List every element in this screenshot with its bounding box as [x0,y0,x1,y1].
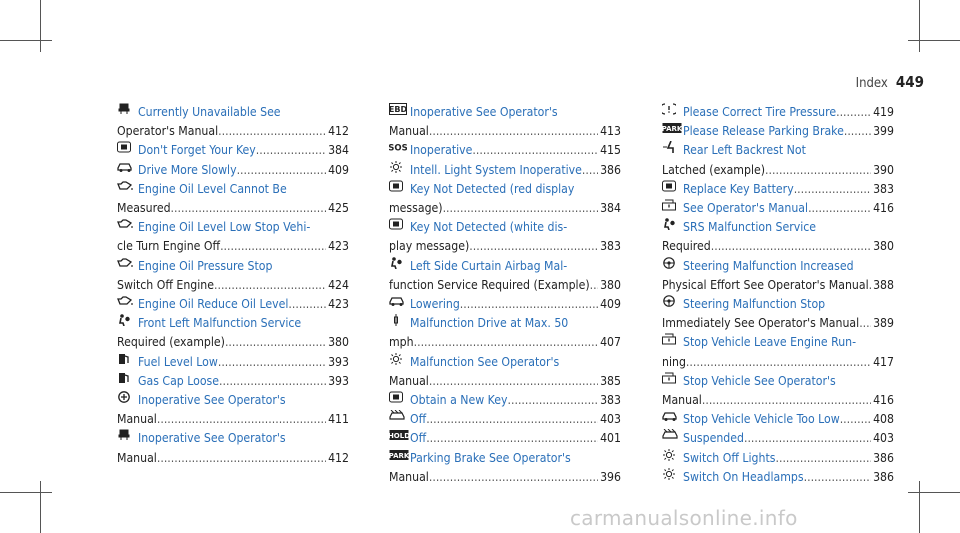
key-icon [662,180,676,192]
index-entry-line [662,314,894,333]
sos-icon [389,141,407,154]
page-reference[interactable]: 411 [328,412,349,427]
index-entry-line [389,391,621,410]
vehicle-info-icon [662,199,676,211]
svg-text:EBD: EBD [389,105,407,115]
page-reference[interactable]: 425 [328,201,349,216]
index-entry-line [389,141,621,160]
page-reference[interactable]: 383 [600,393,621,408]
index-entry-line [389,314,621,333]
leader-dots [214,276,326,295]
leader-dots [859,314,871,333]
entry-link-text[interactable]: Parking Brake See Operator's [410,450,571,465]
entry-link-text[interactable]: Off [410,431,427,446]
index-entry[interactable] [662,449,894,468]
entry-text: Manual [117,450,157,465]
index-entry-line [389,199,621,218]
vehicle-info-icon [662,372,676,384]
index-entry[interactable] [117,314,349,352]
entry-link-text[interactable]: Key Not Detected (white dis- [410,220,568,235]
leader-dots [429,372,598,391]
entry-link-text[interactable]: SRS Malfunction Service [683,220,817,235]
index-entry-line [662,372,894,391]
index-entry-line [389,429,621,448]
entry-link-text[interactable]: Switch Off Lights [683,450,776,465]
page-reference[interactable]: 401 [600,431,621,446]
entry-text: Manual [389,373,429,388]
index-entry[interactable] [389,429,621,448]
index-entry-line [662,103,894,122]
index-entry-line [662,468,894,487]
entry-link-text[interactable]: Front Left Malfunction Service [138,316,302,331]
index-entry-line [117,449,349,468]
entry-link-text[interactable]: Replace Key Battery [683,181,794,196]
entry-text: function Service Required (Example) [389,277,590,292]
page-header [856,73,924,91]
seat-warning-icon [117,103,131,115]
index-entry-line [117,391,349,410]
leader-dots [443,199,598,218]
page-reference[interactable]: 416 [873,201,894,216]
watermark: carmanualsonline.info [570,506,798,530]
key-icon [117,141,131,153]
circle-warning-icon [117,391,131,403]
index-entry[interactable] [117,353,349,372]
index-entry[interactable] [662,103,894,122]
page-reference[interactable]: 384 [328,143,349,158]
hold-icon [389,429,409,441]
page-reference[interactable]: 383 [600,239,621,254]
leader-dots [218,353,326,372]
fuel-pump-icon [117,353,131,365]
page-reference[interactable]: 386 [873,450,894,465]
index-entry[interactable] [389,161,621,180]
entry-link-text[interactable]: Inoperative See Operator's [410,105,558,119]
seat-warning-icon [117,429,131,441]
entry-link-text[interactable]: Off [410,412,427,427]
entry-text: Switch Off Engine [117,277,214,292]
leader-dots [844,122,871,141]
leader-dots [840,410,871,429]
entry-link-text[interactable]: Malfunction Drive at Max. 50 [410,316,569,331]
page-reference[interactable]: 423 [328,239,349,254]
entry-link-text[interactable]: Engine Oil Pressure Stop [138,258,273,273]
page-reference[interactable]: 424 [328,277,349,292]
header-title: Index [855,76,888,91]
leader-dots [804,468,871,487]
index-entry[interactable] [662,468,894,487]
entry-link-text[interactable]: Intell. Light System Inoperative [410,162,582,177]
page-reference[interactable]: 385 [600,373,621,388]
entry-link-text[interactable]: Left Side Curtain Airbag Mal- [410,258,568,273]
index-entry[interactable] [662,410,894,429]
index-entry-line [117,429,349,448]
page-reference[interactable]: 409 [328,162,349,177]
index-entry-line [662,410,894,429]
index-entry-line [662,180,894,199]
index-entry-line [389,103,621,122]
entry-link-text[interactable]: Stop Vehicle Leave Engine Run- [683,335,857,350]
index-entry[interactable] [662,295,894,333]
index-entry-line [389,257,621,276]
svg-text:HOLD: HOLD [389,432,409,441]
entry-link-text[interactable]: Engine Oil Level Cannot Be [138,181,287,196]
page-reference[interactable]: 393 [328,373,349,388]
index-entry-line [117,237,349,256]
leader-dots [711,237,871,256]
entry-text: Latched (example) [662,162,766,177]
index-entry-line [117,161,349,180]
entry-text: Operator's Manual [117,124,219,139]
page-reference[interactable]: 412 [328,124,349,139]
index-entry-line [117,180,349,199]
steering-icon [662,295,676,307]
index-entry-line [117,276,349,295]
car-slip-icon [662,410,676,422]
light-icon [389,161,403,173]
index-entry-line [662,353,894,372]
page-reference[interactable]: 393 [328,354,349,369]
index-entry-line [389,276,621,295]
entry-link-text[interactable]: Inoperative See Operator's [138,431,286,446]
park-icon [389,449,409,461]
index-entry-line [389,372,621,391]
leader-dots [775,449,871,468]
leader-dots [429,468,598,487]
page-reference[interactable]: 380 [873,239,894,254]
index-entry[interactable] [662,141,894,179]
index-entry[interactable] [662,372,894,410]
car-slip-icon [117,161,131,173]
page-reference[interactable]: 403 [873,431,894,446]
crop-mark [40,0,41,52]
oil-can-icon [117,218,131,230]
entry-text: Immediately See Operator's Manual [662,316,860,331]
leader-dots [744,429,871,448]
crop-mark [919,0,920,52]
index-entry[interactable] [389,257,621,295]
svg-text:SOS: SOS [389,143,407,154]
index-entry-line [389,353,621,372]
index-entry-line [662,218,894,237]
index-entry-line [389,449,621,468]
leader-dots [702,391,871,410]
light-icon [389,353,403,365]
index-entry[interactable] [389,353,621,391]
page-reference[interactable]: 380 [600,277,621,292]
index-entry-line [662,257,894,276]
vehicle-off-icon [662,429,676,441]
entry-link-text[interactable]: Don't Forget Your Key [138,143,256,158]
leader-dots [808,199,871,218]
crop-mark [40,481,41,533]
crop-mark [0,40,52,41]
leader-dots [426,429,598,448]
page-reference[interactable]: 417 [873,354,894,369]
index-entry-line [662,449,894,468]
entry-link-text[interactable]: Malfunction See Operator's [410,354,560,369]
vehicle-info-icon [662,333,676,345]
index-entry-line [117,314,349,333]
index-entry-line [389,333,621,352]
entry-link-text[interactable]: Suspended [683,431,744,446]
page-reference[interactable]: 416 [873,393,894,408]
light-icon [662,468,676,480]
index-entry-line [117,333,349,352]
entry-text: ning [662,354,686,369]
index-entry[interactable] [117,103,349,141]
svg-text:PARK: PARK [389,451,409,460]
entry-link-text[interactable]: Lowering [410,297,460,312]
leader-dots [794,180,871,199]
index-entry[interactable] [662,180,894,199]
index-entry-line [389,180,621,199]
entry-link-text[interactable]: Key Not Detected (red display [410,181,575,196]
index-entry-line [662,333,894,352]
leader-dots [237,161,326,180]
index-column-3 [662,103,894,487]
key-icon [389,218,403,230]
entry-text: Manual [389,124,429,139]
index-entry[interactable] [662,429,894,448]
page-reference[interactable]: 415 [600,143,621,158]
light-icon [662,449,676,461]
index-entry[interactable] [117,429,349,467]
entry-text: cle Turn Engine Off [117,239,221,254]
index-entry[interactable] [662,333,894,371]
index-entry[interactable] [389,410,621,429]
leader-dots [256,141,326,160]
index-entry-line [117,372,349,391]
leader-dots [508,391,599,410]
index-entry-line [389,122,621,141]
leader-dots [171,199,327,218]
index-entry-line [662,276,894,295]
index-entry[interactable] [117,257,349,295]
entry-link-text[interactable]: Please Correct Tire Pressure [683,105,837,119]
entry-text: Physical Effort See Operator's Manual [662,277,869,292]
index-entry[interactable] [662,218,894,256]
leader-dots [218,122,326,141]
index-entry-line [662,122,894,141]
index-entry[interactable] [117,218,349,256]
index-entry[interactable] [117,161,349,180]
index-entry-line [117,103,349,122]
leader-dots [220,237,326,256]
entry-text: message) [389,201,443,216]
index-entry-line [662,141,894,160]
page-reference[interactable]: 413 [600,124,621,139]
index-entry[interactable] [117,372,349,391]
seat-backrest-icon [662,141,676,153]
index-entry-line [662,429,894,448]
page-reference[interactable]: 409 [600,297,621,312]
leader-dots [460,295,598,314]
index-entry[interactable] [389,103,621,141]
page-reference[interactable]: 408 [873,412,894,427]
entry-link-text[interactable]: Obtain a New Key [410,393,508,408]
index-entry-line [389,410,621,429]
entry-link-text[interactable]: Engine Oil Level Low Stop Vehi- [138,220,311,235]
page-reference[interactable]: 386 [600,162,621,177]
index-entry[interactable] [662,257,894,295]
index-entry[interactable] [389,295,621,314]
svg-text:PARK: PARK [662,125,682,134]
entry-link-text[interactable]: Stop Vehicle Vehicle Too Low [683,412,840,427]
tire-pressure-icon [662,103,676,115]
index-entry-line [662,295,894,314]
leader-dots [590,276,598,295]
airbag-icon [117,314,131,326]
index-entry-line [389,161,621,180]
page-reference[interactable]: 399 [873,124,894,139]
index-entry-line [389,295,621,314]
leader-dots [426,410,598,429]
entry-link-text[interactable]: Drive More Slowly [138,162,237,177]
leader-dots [836,103,871,122]
page-reference[interactable]: 396 [600,469,621,484]
car-slip-icon [389,295,403,307]
index-entry-line [117,199,349,218]
index-entry-line [389,237,621,256]
entry-link-text[interactable]: Gas Cap Loose [138,373,219,388]
oil-can-icon [117,257,131,269]
index-entry-line [389,218,621,237]
vehicle-off-icon [389,410,403,422]
index-entry-line [389,468,621,487]
entry-link-text[interactable]: Inoperative See Operator's [138,393,286,408]
entry-text: Manual [117,412,157,427]
crop-mark [919,481,920,533]
index-entry-line [117,122,349,141]
page-reference[interactable]: 419 [873,105,894,119]
crop-mark [908,492,960,493]
index-entry-line [117,141,349,160]
crop-mark [0,492,52,493]
entry-text: Measured [117,201,171,216]
page-reference[interactable]: 383 [873,181,894,196]
entry-link-text[interactable]: Fuel Level Low [138,354,218,369]
steering-icon [662,257,676,269]
index-entry[interactable] [389,449,621,487]
index-entry-line [662,391,894,410]
index-entry[interactable] [662,199,894,218]
index-entry[interactable] [389,141,621,160]
page-reference[interactable]: 423 [328,297,349,312]
index-entry-line [117,257,349,276]
entry-link-text[interactable]: Switch On Headlamps [683,469,804,484]
index-entry[interactable] [389,218,621,256]
index-column-1 [117,103,349,468]
index-entry[interactable] [117,295,349,314]
leader-dots [414,333,598,352]
index-entry-line [117,353,349,372]
entry-text: Required [662,239,711,254]
index-entry-line [662,161,894,180]
entry-text: play message) [389,239,470,254]
page-reference[interactable]: 407 [600,335,621,350]
page-reference[interactable]: 389 [873,316,894,331]
entry-link-text[interactable]: Please Release Parking Brake [683,124,844,139]
index-entry[interactable] [117,180,349,218]
page-reference[interactable]: 403 [600,412,621,427]
index-column-2 [389,103,621,487]
index-entry[interactable] [389,391,621,410]
page-number: 449 [895,73,924,91]
entry-link-text[interactable]: Engine Oil Reduce Oil Level [138,297,289,312]
index-entry-line [117,218,349,237]
entry-text: Manual [662,393,702,408]
leader-dots [219,372,326,391]
entry-link-text[interactable]: Steering Malfunction Increased [683,258,854,273]
index-entry[interactable] [117,391,349,429]
park-icon [662,122,682,134]
entry-text: mph [389,335,414,350]
leader-dots [765,161,871,180]
leader-dots [157,410,326,429]
index-entry[interactable] [662,122,894,141]
leader-dots [157,449,326,468]
index-entry-line [117,410,349,429]
page-reference[interactable]: 412 [328,450,349,465]
index-entry[interactable] [117,141,349,160]
index-entry-line [662,199,894,218]
page-reference[interactable]: 384 [600,201,621,216]
entry-text: Manual [389,469,429,484]
leader-dots [225,333,326,352]
fuel-pump-icon [117,372,131,384]
leader-dots [472,141,598,160]
key-icon [389,391,403,403]
leader-dots [288,295,326,314]
airbag-icon [662,218,676,230]
entry-link-text[interactable]: Inoperative [410,143,473,158]
entry-text: Required (example) [117,335,225,350]
crop-mark [908,40,960,41]
oil-can-icon [117,180,131,192]
entry-link-text[interactable]: Steering Malfunction Stop [683,297,826,312]
index-entry-line [117,295,349,314]
leader-dots [686,353,871,372]
ebd-icon [389,103,407,115]
entry-link-text[interactable]: Rear Left Backrest Not [683,143,806,158]
index-entry[interactable] [389,180,621,218]
leader-dots [429,122,598,141]
leader-dots [582,161,598,180]
leader-dots [469,237,598,256]
page-reference[interactable]: 390 [873,162,894,177]
drive-icon [389,314,403,326]
oil-can-icon [117,295,131,307]
key-icon [389,180,403,192]
page-reference[interactable]: 388 [873,277,894,292]
index-entry[interactable] [389,314,621,352]
page-reference[interactable]: 386 [873,469,894,484]
index-entry-line [662,237,894,256]
entry-link-text[interactable]: Currently Unavailable See [138,105,281,119]
entry-link-text[interactable]: Stop Vehicle See Operator's [683,373,836,388]
entry-link-text[interactable]: See Operator's Manual [683,201,809,216]
page-reference[interactable]: 380 [328,335,349,350]
airbag-icon [389,257,403,269]
